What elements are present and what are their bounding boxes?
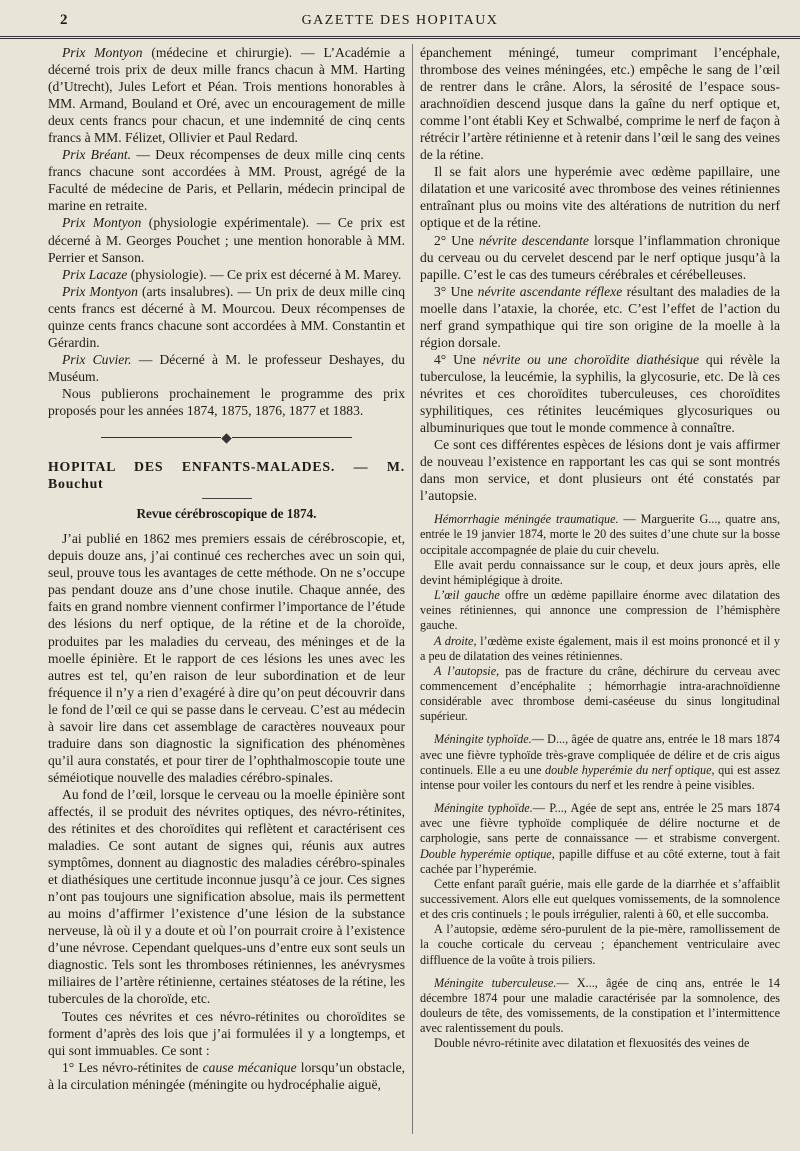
- prize-paragraph: Prix Montyon (médecine et chirurgie). — L’Académie a décerné trois prix de deux mille francs chacun à MM. Harting (d’Utrecht), Jules Lefort et Péan. Trois mentions honorables à MM. Armand, Bouland et Oré, avec un encouragement de mille deux cents francs pour chacun, et une indemnité de cinq cents francs à MM. Félizet, Ollivier et Paul Redard.: [48, 45, 405, 146]
- numbered-item: 1° Les névro-rétinites de cause mécanique lorsqu’un obstacle, à la circulation méningée (méningite ou hydrocéphalie aiguë,: [48, 1059, 406, 1092]
- body-paragraph: épanchement méningé, tumeur comprimant l’encéphale, thrombose des veines méningées, etc.) empêche le sang de l’œil de rentrer dans le crâne. Alors, la sérosité de l’espace sous-arachnoïdien descend jusque dans la gaîne du nerf optique et, comme l’ont établi Key et Schwalbé, comprime le nerf de façon à rétrécir l’artère rétinienne et à retenir dans l’œil le sang des veines de la rétine.: [420, 45, 780, 163]
- announcement: Nous publierons prochainement le programme des prix proposés pour les années 1874, 1875, 1876, 1877 et 1883.: [48, 385, 405, 418]
- prize-paragraph: Prix Cuvier. — Décerné à M. le professeur Deshayes, du Muséum.: [48, 351, 405, 384]
- case-report: Méningite typhoïde.— D..., âgée de quatre ans, entrée le 18 mars 1874 avec une fièvre typhoïde très-grave compliquée de délire et de cris aigus continuels. Elle a eu une double hyperémie du nerf optique, qui est assez intense pour voiler les contours du nerf et les rendre à peine visibles.: [420, 732, 781, 792]
- right-column: [420, 44, 780, 1052]
- left-column: [48, 44, 405, 1093]
- prize-paragraph: Prix Lacaze (physiologie). — Ce prix est décerné à M. Marey.: [62, 266, 402, 282]
- case-report: Hémorrhagie méningée traumatique. — Marguerite G..., quatre ans, entrée le 19 janvier 1874, morte le 20 des suites d’une chute sur la bosse occipitale accompagnée de plaie du cuir chevelu. Elle avait perdu connaissance sur le coup, et deux jours après, elle devint hémiplégique à droite. L’œil gauche offre un œdème papillaire énorme avec dilatation des veines rétiniennes, qui annonce une compression de l’hémisphère gauche. A droite, l’œdème existe également, mais il est moins prononcé et il y a peu de dilatation des veines rétiniennes. A l’autopsie, pas de fracture du crâne, déchirure du cerveau avec commencement d’encéphalite ; hémorrhagie intra-arachnoïdienne considérable avec thrombose demi-caséeuse du sinus longitudinal supérieur.: [420, 512, 781, 724]
- body-paragraph: J’ai publié en 1862 mes premiers essais de cérébroscopie, et, depuis douze ans, j’ai continué ces recherches avec un soin qui, seul, prouve tous les avantages de cette méthode. On ne s’occupe pas pendant douze ans d’une chose inutile. Chaque année, des faits en grand nombre viennent confirmer l’importance de l’étude des lésions du nerf optique, de la rétine et de la choroïde, produites par les maladies du cerveau, des méninges et de la moelle épinière. Et le rapport de ces lésions les unes avec les autres est tel, qu’en raison de leur subordination et de leur fréquence il n’y a rien d’exagéré à dire qu’on peut découvrir dans le fond de l’œil ce qui se passe dans le cerveau. C’est au médecin à savoir lire dans cet assemblage de caractères nouveaux pour traduire dans son diagnostic la signification des phénomènes qu’il aura constatés, et pour tirer de l’ophthalmoscopie toute une séméiotique nouvelle des maladies cérébro-spinales.: [48, 531, 405, 785]
- body-paragraph: Au fond de l’œil, lorsque le cerveau ou la moelle épinière sont affectés, il se produit des névrites optiques, des névro-rétinites, des rétinites et des choroïdites qui reflètent et caractérisent ces maladies. Ce sont autant de signes qui, réunis aux autres symptômes, donnent au diagnostic des maladies cérébro-spinales et diathésiques une certitude inconnue jusqu’à ce jour. Ces signes n’ont pas toujours une signification absolue, mais ils permettent au moins d’affirmer l’existence d’une lésion de la substance nerveuse, là où il y a doute et où l’on pourrait croire à l’existence d’une névrose. Cependant quelques-uns d’entre eux sont seuls un diagnostic. Tels sont les thromboses rétiniennes, les anévrysmes miliaires de l’artère rétinienne, certaines stéatoses de la rétine, les tubercules de la choroïde, etc.: [48, 786, 405, 1007]
- article-subheading: Revue cérébroscopique de 1874.: [136, 506, 317, 522]
- section-rule: [202, 498, 252, 499]
- section-heading: HOPITAL DES ENFANTS-MALADES. — M. Bouchut: [48, 459, 405, 492]
- case-report: Méningite tuberculeuse.— X..., âgée de cinq ans, entrée le 14 décembre 1874 pour une maladie caractérisée par la somnolence, des douleurs de tête, des vomissements, de la constipation et l’intermittence avec ralentissement du pouls. Double névro-rétinite avec dilatation et flexuosités des veines de: [420, 975, 780, 1051]
- page-header: [0, 0, 800, 39]
- section-ornament: ◆: [48, 429, 405, 446]
- numbered-item: 2° Une névrite descendante lorsque l’inflammation chronique du cerveau ou du cervelet descend par le nerf optique jusqu’à la papille. C’est le cas des tumeurs cérébrales et cérébelleuses.: [420, 232, 780, 282]
- prize-paragraph: Prix Montyon (physiologie expérimentale). — Ce prix est décerné à M. Georges Pouchet ; une mention honorable à MM. Perrier et Sanson.: [48, 215, 406, 265]
- body-paragraph: Ce sont ces différentes espèces de lésions dont je vais affirmer de nouveau l’existence en rapportant les cas qui se sont montrés dans mon service, et dont plusieurs ont été constatés par l’autopsie.: [420, 437, 780, 504]
- body-paragraph: Il se fait alors une hyperémie avec œdème papillaire, une dilatation et une varicosité avec thrombose des veines rétiniennes entraînant plus ou moins vite des altérations de nutrition du nerf optique et de la rétine.: [420, 164, 780, 231]
- numbered-item: 4° Une névrite ou une choroïdite diathésique qui révèle la tuberculose, la leucémie, la syphilis, la glycosurie, etc. De là ces névrites et ces choroïdites tuberculeuses, ces choroïdites syphilitiques, ces rétinites leucémiques glycosuriques ou albuminuriques que tout le monde commence à connaître.: [420, 351, 780, 436]
- case-report: Méningite typhoïde.— P..., Agée de sept ans, entrée le 25 mars 1874 avec une fièvre typhoïde compliquée de délire nocturne et de carphologie, sans perte de connaissance — et strabisme convergent. Double hyperémie optique, papille diffuse et au côté externe, tout à fait cachée par l’hyperémie. Cette enfant paraît guérie, mais elle garde de la diarrhée et s’affaiblit successivement. Alors elle eut quelques vomissements, de la somnolence et des cris continuels ; le pouls irrégulier, ralenti à 60, et elle succomba. A l’autopsie, œdème séro-purulent de la pie-mère, ramollissement de la couche corticale du cerveau ; épanchement ventriculaire avec diffluence de la voûte à trois piliers.: [420, 801, 781, 967]
- numbered-item: 3° Une névrite ascendante réflexe résultant des maladies de la moelle dans l’ataxie, la chorée, etc. C’est l’effet de l’action du nerf grand sympathique qui tire son origine de la moelle à la région dorsale.: [420, 283, 781, 350]
- running-title: GAZETTE DES HOPITAUX: [301, 13, 499, 28]
- column-divider: [412, 44, 413, 1134]
- prize-paragraph: Prix Bréant. — Deux récompenses de deux mille cinq cents francs chacune sont accordées à MM. Proust, agrégé de la Faculté de médecine de Paris, et Pellarin, médecin principal de marine en retraite.: [48, 147, 406, 214]
- body-paragraph: Toutes ces névrites et ces névro-rétinites ou choroïdites se forment d’après des lois que j’ai formulées il y a longtemps, et qui sont immuables. Ce sont :: [48, 1008, 405, 1058]
- prize-paragraph: Prix Montyon (arts insalubres). — Un prix de deux mille cinq cents francs est décerné à M. Mourcou. Deux récompenses de quinze cents francs chacune sont accordées à MM. Constantin et Gérardin.: [48, 283, 406, 350]
- page-number: 2: [60, 12, 68, 28]
